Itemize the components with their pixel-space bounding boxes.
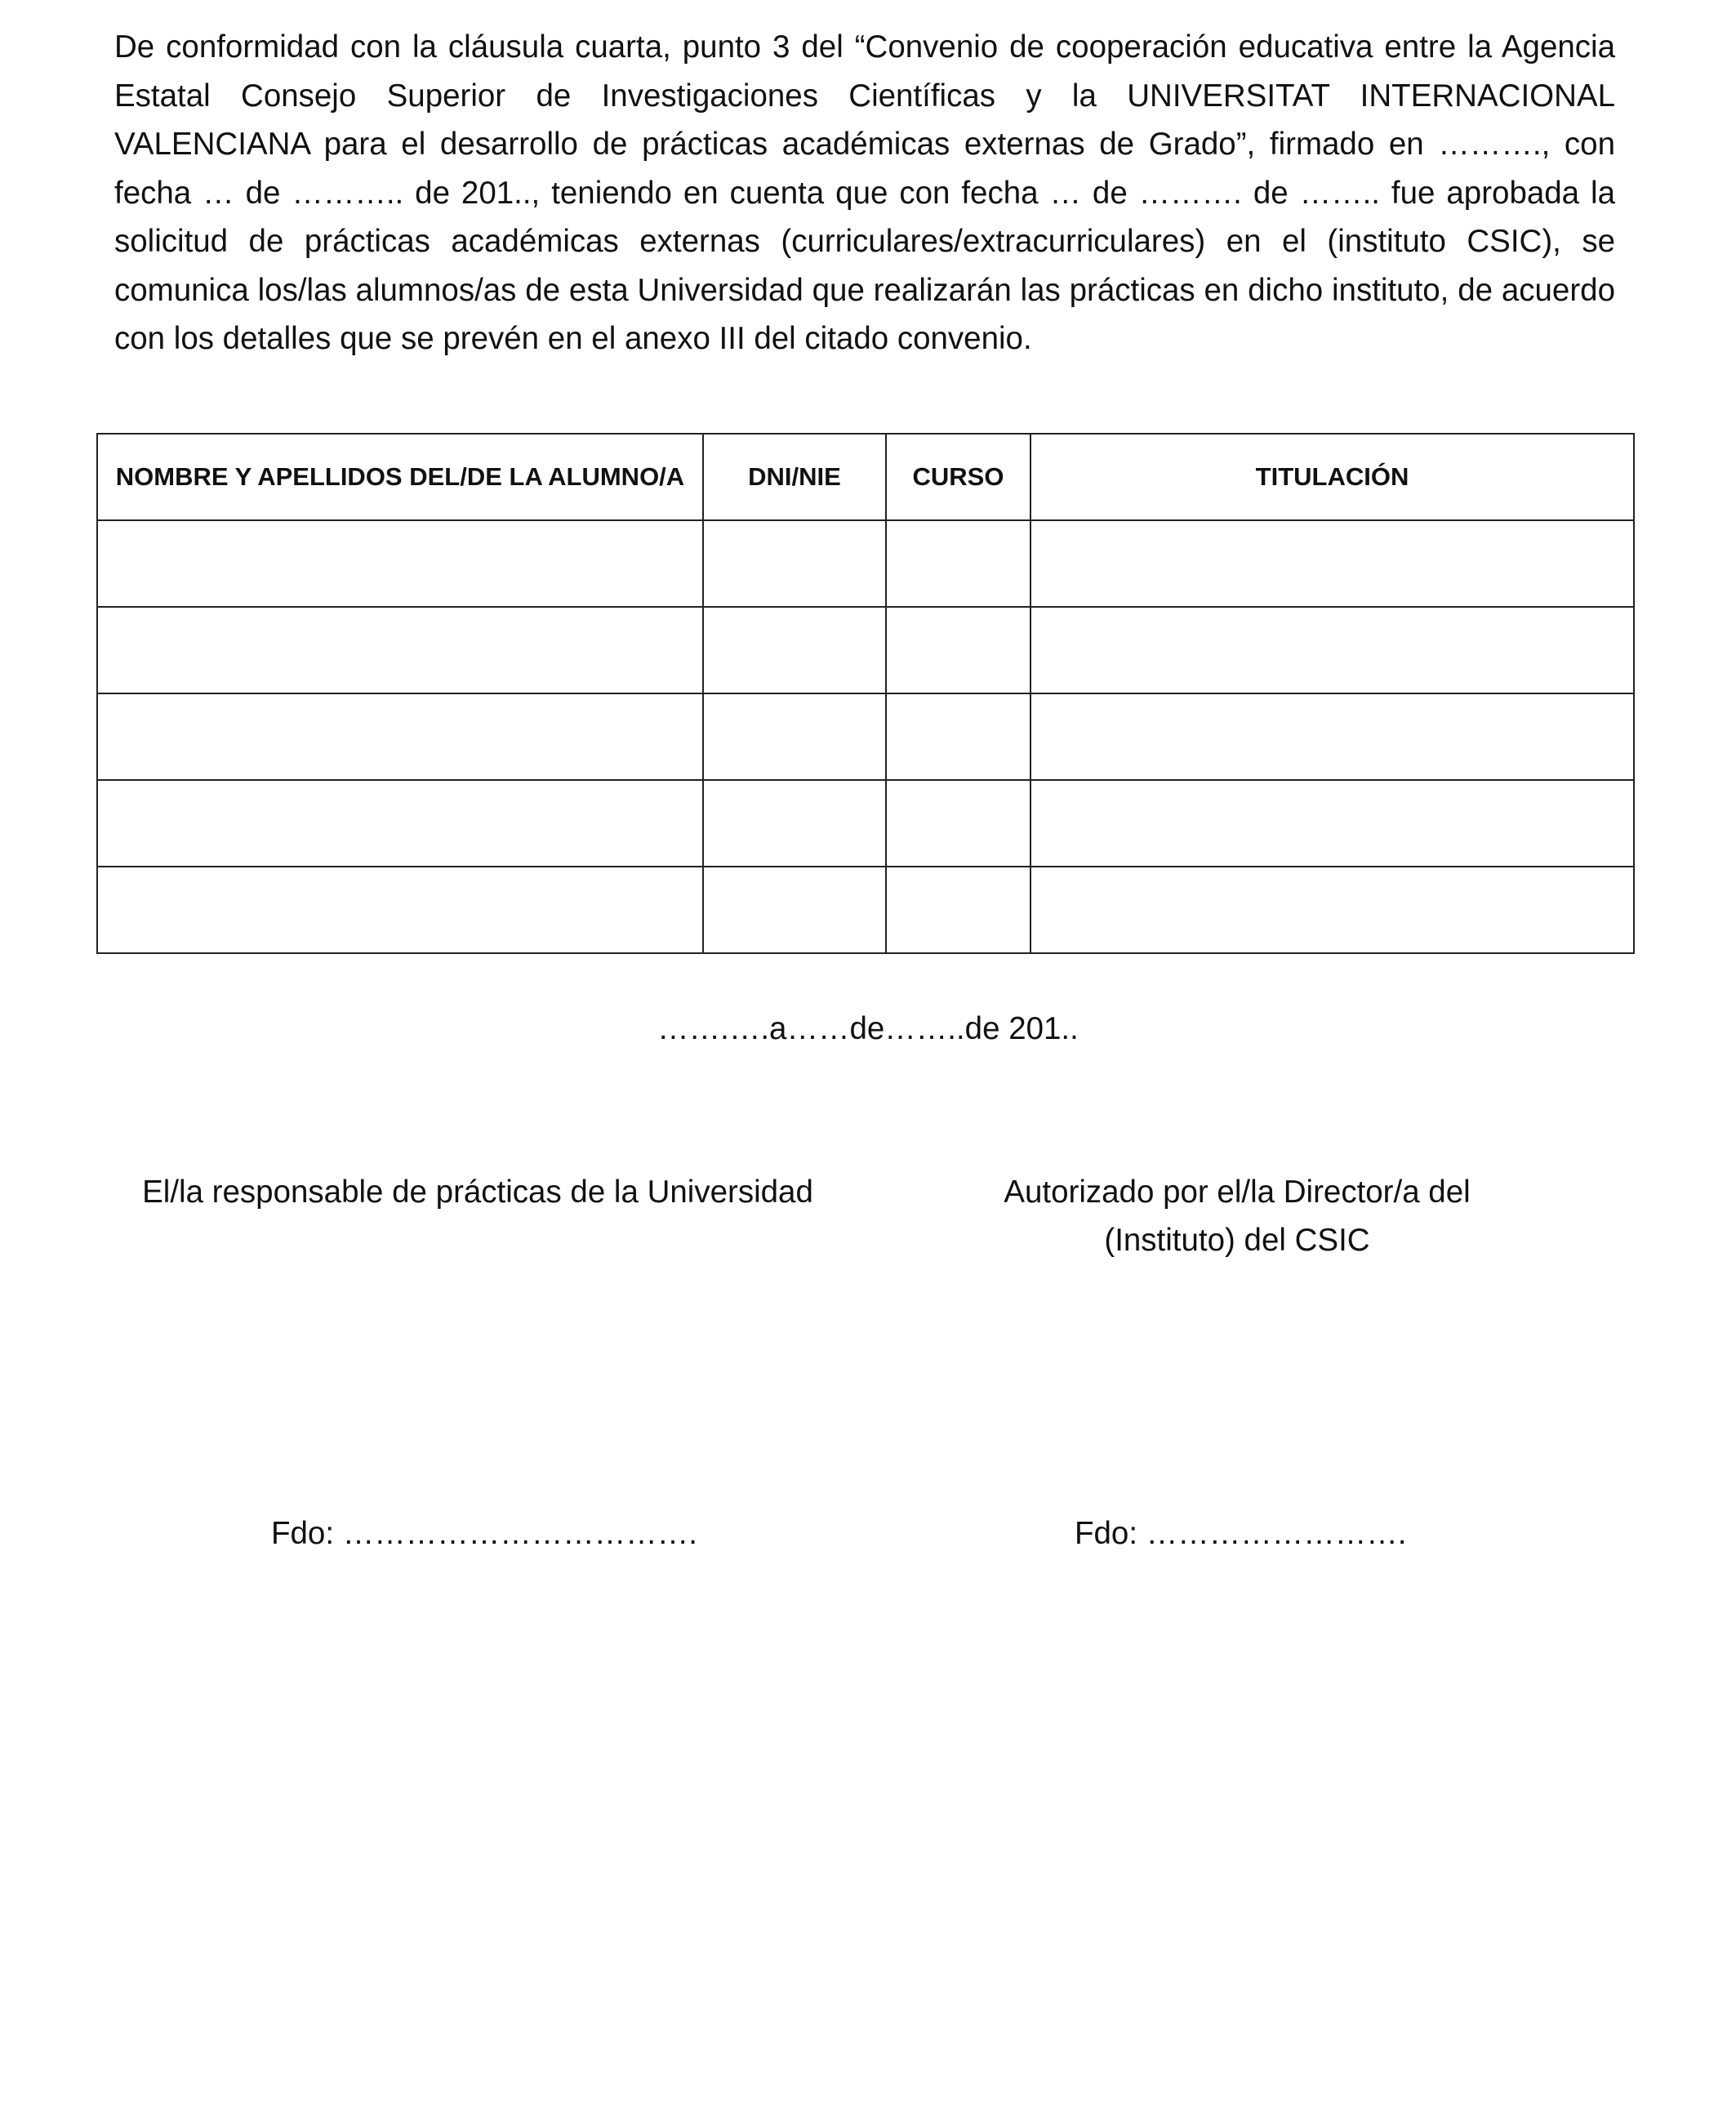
cell-name xyxy=(97,867,703,953)
cell-name xyxy=(97,693,703,780)
cell-degree xyxy=(1030,607,1634,693)
table-row xyxy=(97,693,1634,780)
header-degree: TITULACIÓN xyxy=(1030,434,1634,520)
cell-dni xyxy=(703,607,886,693)
table-row xyxy=(97,520,1634,607)
table-row xyxy=(97,867,1634,953)
table-row xyxy=(97,780,1634,867)
cell-course xyxy=(886,607,1030,693)
cell-dni xyxy=(703,780,886,867)
cell-course xyxy=(886,780,1030,867)
table-header-row xyxy=(97,434,1634,520)
cell-name xyxy=(97,607,703,693)
cell-dni xyxy=(703,693,886,780)
cell-degree xyxy=(1030,867,1634,953)
header-name: NOMBRE Y APELLIDOS DEL/DE LA ALUMNO/A xyxy=(97,434,703,520)
csic-signature-label: Autorizado por el/la Director/a del (Instituto) del CSIC xyxy=(1004,1175,1471,1258)
cell-name xyxy=(97,520,703,607)
cell-degree xyxy=(1030,780,1634,867)
cell-dni xyxy=(703,867,886,953)
cell-course xyxy=(886,693,1030,780)
cell-dni xyxy=(703,520,886,607)
cell-degree xyxy=(1030,693,1634,780)
university-signature-label: El/la responsable de prácticas de la Universidad xyxy=(142,1175,813,1210)
cell-course xyxy=(886,520,1030,607)
header-dni: DNI/NIE xyxy=(703,434,886,520)
university-signature-line: Fdo: ……………………………. xyxy=(271,1516,697,1551)
csic-signature-line: Fdo: ……………………. xyxy=(1075,1516,1407,1551)
header-course: CURSO xyxy=(886,434,1030,520)
students-table xyxy=(96,433,1635,954)
intro-paragraph: De conformidad con la cláusula cuarta, punto 3 del “Convenio de cooperación educativa entre la Agencia Estatal Consejo Superior de Investigaciones Científicas y la UNIVERSITAT INTERNACIONAL VALENCIANA para el desarrollo de prácticas académicas externas de Grado”, firmado en ………., con fecha … de ……….. de 201.., teniendo en cuenta que con fecha … de ………. de …….. fue aprobada la solicitud de prácticas académicas externas (curriculares/extracurriculares) en el (instituto CSIC), se comunica los/las alumnos/as de esta Universidad que realizarán las prácticas en dicho instituto, de acuerdo con los detalles que se prevén en el anexo III del citado convenio. xyxy=(114,29,1615,356)
cell-course xyxy=(886,867,1030,953)
date-line: …….….a……de……..de 201.. xyxy=(657,1011,1079,1046)
cell-degree xyxy=(1030,520,1634,607)
cell-name xyxy=(97,780,703,867)
table-row xyxy=(97,607,1634,693)
